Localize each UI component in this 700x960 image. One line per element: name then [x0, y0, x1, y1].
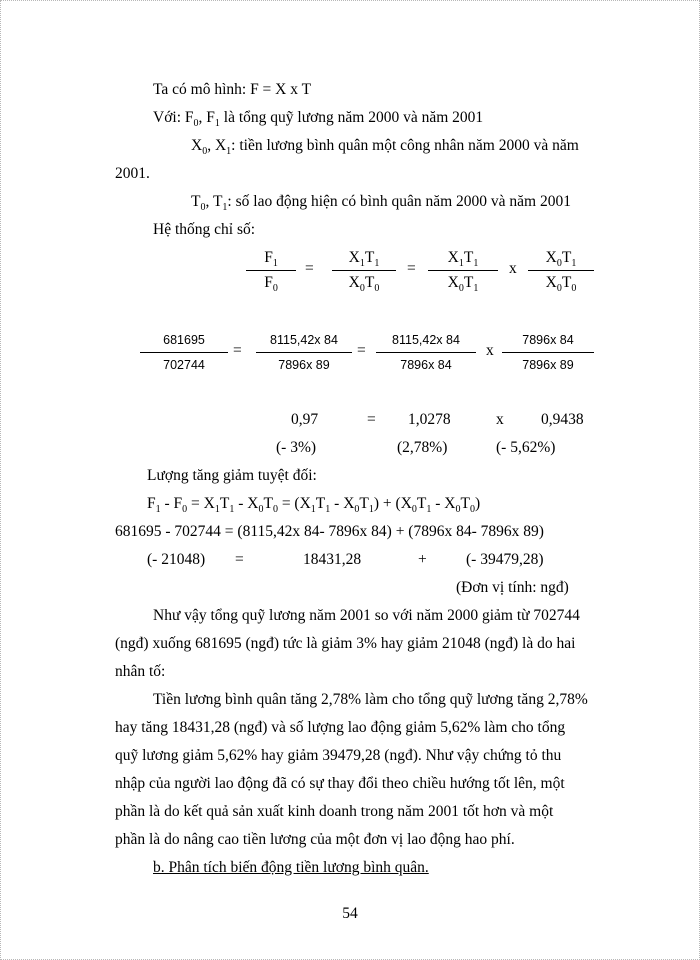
result-labor-index: 0,9438 — [541, 411, 584, 428]
result-total: 0,97 — [291, 411, 319, 428]
paragraph-2-line-3: quỹ lương giảm 5,62% hay giảm 39479,28 (ngđ). Như vậy chứng tỏ thu — [115, 747, 562, 764]
paragraph-1-line-2: (ngđ) xuống 681695 (ngđ) tức là giảm 3% hay giảm 21048 (ngđ) là do hai — [115, 635, 576, 652]
paragraph-2-line-4: nhập của người lao động đã có sự thay đổi theo chiều hướng tốt lên, một — [115, 775, 565, 792]
times-sign: x — [496, 411, 504, 428]
t-definition: $T_0$, $T_1$: số lao động hiện có bình quân năm 2000 và năm 2001 — [191, 193, 571, 213]
f-definition: Với: $F_0$, $F_1$ là tổng quỹ lương năm 2000 và năm 2001 — [153, 109, 484, 129]
percent-total: (- 3%) — [276, 439, 317, 456]
equals-sign: = — [357, 342, 366, 359]
fraction-x0t1-x0t0: $X_0T_1$ $X_0T_0$ — [528, 248, 594, 293]
model-line: Ta có mô hình: F = X x T — [153, 81, 312, 98]
equals-sign: = — [233, 342, 242, 359]
absolute-wage-effect: 18431,28 — [303, 551, 362, 568]
paragraph-2-line-5: phần là do kết quả sản xuất kinh doanh trong năm 2001 tốt hơn và một — [115, 803, 554, 820]
times-sign: x — [486, 342, 494, 359]
paragraph-2-line-1: Tiền lương bình quân tăng 2,78% làm cho tổng quỹ lương tăng 2,78% — [153, 691, 588, 708]
plus-sign: + — [418, 551, 427, 568]
fraction-x1t1-x0t0: $X_1T_1$ $X_0T_0$ — [332, 248, 396, 293]
paragraph-1-line-1: Như vậy tổng quỹ lương năm 2001 so với năm 2000 giảm từ 702744 — [153, 607, 580, 624]
equals-sign: = — [367, 411, 376, 428]
percent-labor: (- 5,62%) — [496, 439, 556, 456]
page-number: 54 — [342, 905, 358, 922]
with-prefix: Với: — [153, 109, 185, 126]
equals-sign: = — [235, 551, 244, 568]
equals-sign: = — [407, 260, 416, 277]
absolute-change-heading: Lượng tăng giảm tuyệt đối: — [147, 467, 317, 484]
section-heading: b. Phân tích biến động tiền lương bình quân. — [153, 859, 429, 876]
paragraph-2-line-2: hay tăng 18431,28 (ngđ) và số lượng lao động giảm 5,62% làm cho tổng — [115, 719, 566, 736]
fraction-f1-f0: $F_1$ $F_0$ — [246, 248, 296, 293]
numeric-fraction-3: 7896x 84 7896x 89 — [502, 330, 594, 375]
x-definition-cont: 2001. — [115, 165, 150, 182]
equals-sign: = — [305, 260, 314, 277]
result-wage-index: 1,0278 — [408, 411, 451, 428]
paragraph-1-line-3: nhân tố: — [115, 663, 166, 680]
numeric-fraction-2: 8115,42x 84 7896x 84 — [376, 330, 476, 375]
unit-note: (Đơn vị tính: ngđ) — [456, 579, 569, 596]
paragraph-2-line-6: phần là do nâng cao tiền lương của một đơn vị lao động hao phí. — [115, 831, 515, 848]
numeric-fraction-lhs: 681695 702744 — [140, 330, 228, 375]
absolute-labor-effect: (- 39479,28) — [466, 551, 544, 568]
absolute-numeric: 681695 - 702744 = (8115,42x 84- 7896x 84) + (7896x 84- 7896x 89) — [115, 523, 544, 540]
percent-wage: (2,78%) — [397, 439, 448, 456]
fraction-x1t1-x0t1: $X_1T_1$ $X_0T_1$ — [428, 248, 498, 293]
x-definition: $X_0$, $X_1$: tiền lương bình quân một công nhân năm 2000 và năm — [191, 137, 579, 157]
absolute-total-change: (- 21048) — [147, 551, 206, 568]
index-system-heading: Hệ thống chỉ số: — [153, 221, 256, 238]
absolute-formula: $F_1 - F_0 = X_1T_1 - X_0T_0 = (X_1T_1 - X_0T_1) + (X_0T_1 - X_0T_0)$ — [147, 495, 481, 515]
times-sign: x — [509, 260, 517, 277]
numeric-fraction-1: 8115,42x 84 7896x 89 — [256, 330, 352, 375]
